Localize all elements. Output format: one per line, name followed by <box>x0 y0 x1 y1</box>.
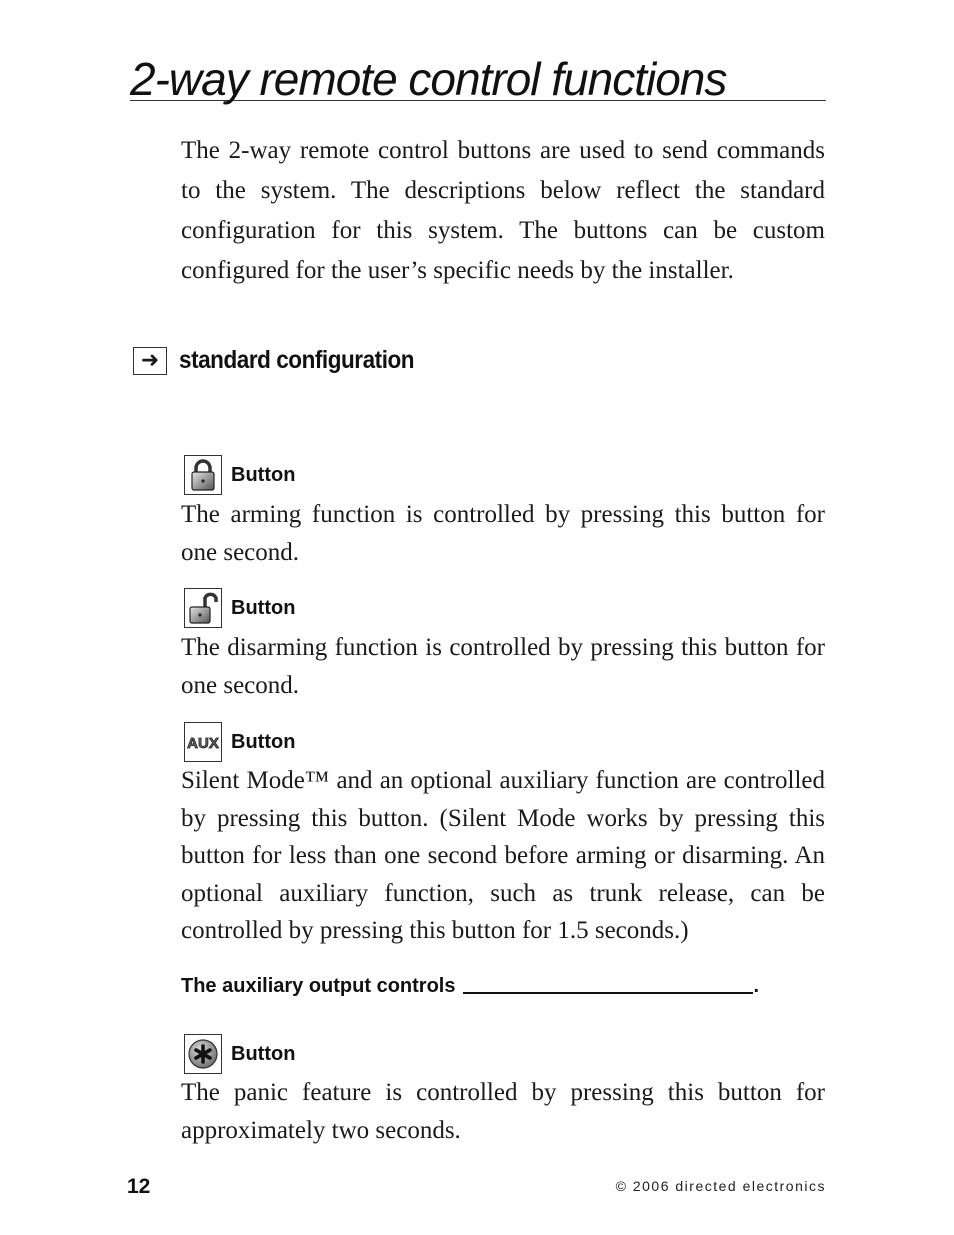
section-title: standard configuration <box>179 346 415 374</box>
button-heading-unlock <box>184 588 295 628</box>
button-description-aux: Silent Mode™ and an optional auxiliary function are controlled by pressing this button. (Silent Mode works by pressing this button for less than one second before arming or disarming. An optional auxiliary function, such as trunk release, can be controlled by pressing this button for 1.5 seconds.) <box>181 767 825 944</box>
aux-output-blank <box>463 972 753 994</box>
button-description-disarm: The disarming function is controlled by pressing this button for one second. <box>181 634 825 699</box>
button-label: Button <box>231 596 296 619</box>
aux-icon <box>184 722 222 762</box>
lock-icon <box>184 455 222 495</box>
page-title: 2-way remote control functions <box>130 52 826 101</box>
arrow-right-icon: ➜ <box>133 347 167 375</box>
aux-output-text: The auxiliary output controls <box>181 975 456 997</box>
page-number: 12 <box>127 1175 151 1198</box>
button-label: Button <box>231 1042 296 1065</box>
aux-icon-text: AUX <box>187 735 219 752</box>
section-heading <box>133 346 440 375</box>
button-heading-aux <box>184 722 295 762</box>
unlock-icon <box>184 588 222 628</box>
panic-star-icon <box>184 1034 222 1074</box>
copyright-notice: © 2006 directed electronics <box>615 1178 826 1194</box>
button-heading-lock <box>184 455 295 495</box>
aux-output-end: . <box>753 975 760 997</box>
button-description-panic: The panic feature is controlled by pressing this button for approximately two seconds. <box>181 1079 825 1144</box>
button-description-arm: The arming function is controlled by pressing this button for one second. <box>181 501 825 566</box>
button-label: Button <box>231 463 296 486</box>
intro-paragraph: The 2-way remote control buttons are used to send commands to the system. The descriptions below reflect the standard configuration for this system. The buttons can be custom configured for the user’s specific needs by the installer. <box>181 137 825 284</box>
button-heading-panic <box>184 1034 295 1074</box>
button-label: Button <box>231 730 296 753</box>
aux-output-line <box>181 972 759 998</box>
